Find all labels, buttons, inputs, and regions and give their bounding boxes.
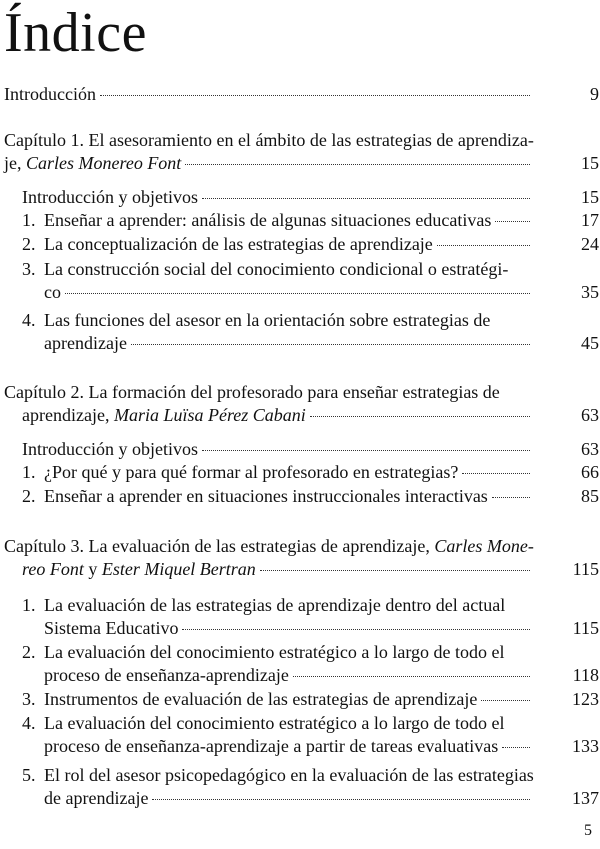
dot-leader — [293, 676, 530, 677]
dot-leader — [100, 95, 530, 96]
entry-label: Introducción y objetivos — [22, 187, 198, 207]
entry-page: 66 — [581, 462, 599, 482]
entry-label-line2: de aprendizaje — [44, 788, 149, 808]
toc-entry-capitulo-2[interactable] — [4, 381, 599, 427]
toc-entry-c1-intro[interactable] — [22, 186, 599, 209]
entry-label-line2: co — [44, 282, 61, 302]
entry-label-line1: 5. El rol del asesor psicopedagógico en la evaluación de las estrategias — [22, 765, 534, 785]
entry-author-2: Ester Miquel Bertran — [101, 559, 256, 579]
entry-label: Introducción — [4, 84, 96, 104]
entry-author: Carles Mone- — [434, 536, 534, 556]
entry-label: Introducción y objetivos — [22, 439, 198, 459]
dot-leader — [310, 416, 530, 417]
entry-label: 3. Instrumentos de evaluación de las estrategias de aprendizaje — [22, 689, 478, 709]
toc-entry-c1-1[interactable] — [22, 209, 599, 232]
dot-leader — [437, 245, 530, 246]
entry-label-line1: 1. La evaluación de las estrategias de aprendizaje dentro del actual — [22, 595, 506, 615]
entry-label-line2: je, Carles Monereo Font — [4, 153, 182, 173]
toc-entry-c2-1[interactable] — [22, 461, 599, 484]
toc-entry-introduccion[interactable] — [4, 83, 599, 106]
entry-page: 137 — [572, 788, 599, 808]
entry-author: Maria Luïsa Pérez Cabani — [113, 405, 306, 425]
page-number: 5 — [584, 822, 592, 839]
dot-leader — [462, 473, 530, 474]
entry-page: 9 — [590, 84, 599, 104]
dot-leader — [202, 450, 530, 451]
entry-label-line1: Capítulo 2. La formación del profesorado para enseñar estrategias de — [4, 382, 500, 402]
dot-leader — [481, 700, 530, 701]
dot-leader — [202, 198, 530, 199]
toc-entry-c1-2[interactable] — [22, 233, 599, 256]
entry-page: 15 — [581, 187, 599, 207]
dot-leader — [502, 747, 530, 748]
entry-page: 35 — [581, 282, 599, 302]
dot-leader — [182, 629, 530, 630]
entry-page: 123 — [572, 689, 599, 709]
entry-page: 63 — [581, 405, 599, 425]
toc-entry-c3-2[interactable] — [22, 641, 599, 687]
toc-entry-capitulo-1[interactable] — [4, 129, 599, 175]
dot-leader — [152, 799, 530, 800]
entry-label-line2: reo Font y Ester Miquel Bertran — [22, 559, 256, 579]
entry-label: 2. La conceptualización de las estrategias de aprendizaje — [22, 234, 433, 254]
toc-entry-capitulo-3[interactable] — [4, 535, 599, 581]
entry-label-line2: aprendizaje — [44, 333, 127, 353]
toc-entry-c3-1[interactable] — [22, 594, 599, 640]
dot-leader — [65, 293, 530, 294]
toc-entry-c3-3[interactable] — [22, 688, 599, 711]
toc-entry-c2-2[interactable] — [22, 485, 599, 508]
entry-page: 115 — [572, 559, 599, 579]
dot-leader — [495, 221, 530, 222]
entry-page: 45 — [581, 333, 599, 353]
entry-page: 24 — [581, 234, 599, 254]
entry-label-line2: proceso de enseñanza-aprendizaje — [44, 665, 289, 685]
entry-page: 63 — [581, 439, 599, 459]
entry-label: 1. Enseñar a aprender: análisis de algunas situaciones educativas — [22, 210, 492, 230]
entry-label: 2. Enseñar a aprender en situaciones instruccionales interactivas — [22, 486, 488, 506]
entry-page: 118 — [572, 665, 599, 685]
entry-page: 85 — [581, 486, 599, 506]
toc-entry-c3-5[interactable] — [22, 764, 599, 810]
entry-author: Carles Monereo Font — [26, 153, 182, 173]
entry-page: 15 — [581, 153, 599, 173]
entry-label-line2: proceso de enseñanza-aprendizaje a partir de tareas evaluativas — [44, 736, 499, 756]
entry-label-line2: Sistema Educativo — [44, 618, 179, 638]
page-title: Índice — [4, 2, 147, 64]
toc-entry-c2-intro[interactable] — [22, 438, 599, 461]
toc-entry-c3-4[interactable] — [22, 712, 599, 758]
dot-leader — [185, 164, 530, 165]
entry-label-line2: aprendizaje, Maria Luïsa Pérez Cabani — [22, 405, 306, 425]
toc-entry-c1-3[interactable] — [22, 258, 599, 304]
toc-entry-c1-4[interactable] — [22, 309, 599, 355]
entry-label-line1: Capítulo 3. La evaluación de las estrategias de aprendizaje, Carles Mone- — [4, 536, 534, 556]
entry-page: 17 — [581, 210, 599, 230]
dot-leader — [260, 570, 530, 571]
dot-leader — [492, 497, 530, 498]
dot-leader — [131, 344, 530, 345]
entry-label-line1: 2. La evaluación del conocimiento estratégico a lo largo de todo el — [22, 642, 505, 662]
entry-page: 115 — [572, 618, 599, 638]
entry-label-line1: 4. La evaluación del conocimiento estratégico a lo largo de todo el — [22, 713, 505, 733]
entry-label-line1: Capítulo 1. El asesoramiento en el ámbito de las estrategias de aprendiza- — [4, 130, 534, 150]
entry-label-line1: 3. La construcción social del conocimiento condicional o estratégi- — [22, 259, 509, 279]
entry-label-line1: 4. Las funciones del asesor en la orientación sobre estrategias de — [22, 310, 491, 330]
entry-label: 1. ¿Por qué y para qué formar al profesorado en estrategias? — [22, 462, 459, 482]
entry-page: 133 — [572, 736, 599, 756]
